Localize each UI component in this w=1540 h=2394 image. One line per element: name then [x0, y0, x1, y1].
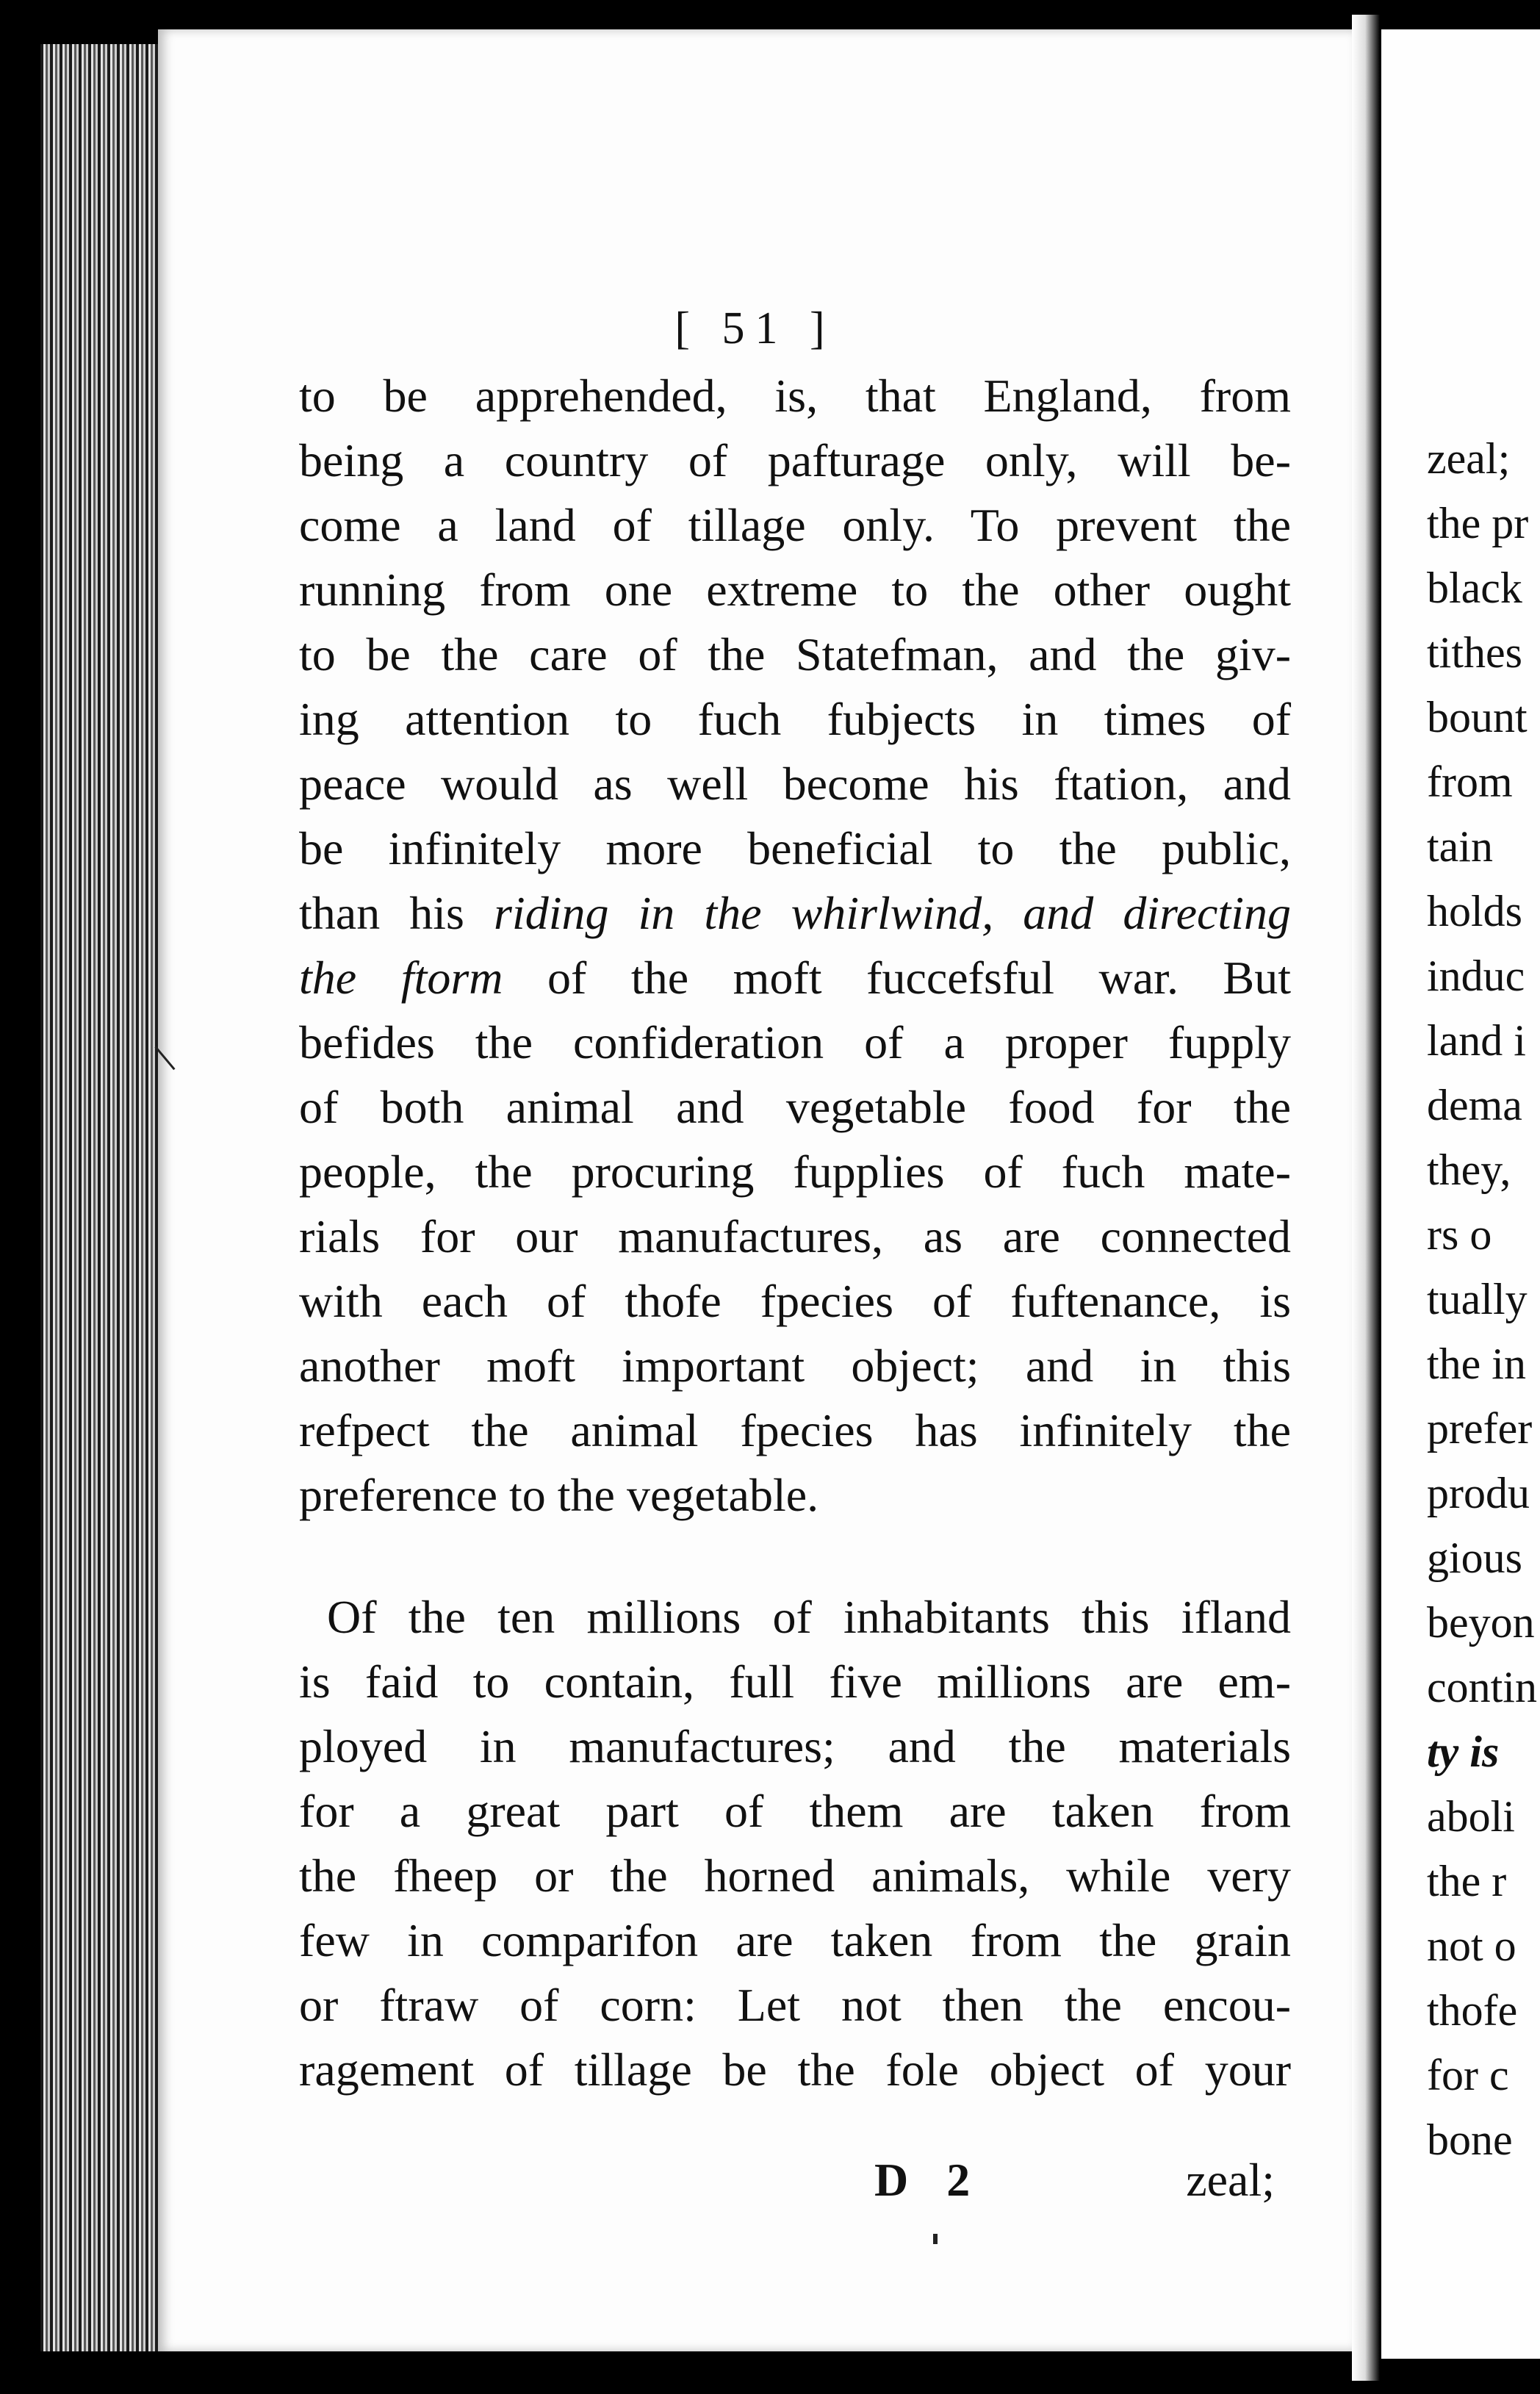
- text-line: or ftraw of corn: Let not then the encou-: [299, 1979, 1291, 2031]
- text-line: rs o: [1427, 1210, 1492, 1259]
- text-line: the fheep or the horned animals, while very: [299, 1850, 1291, 1902]
- text-line: prefer: [1427, 1404, 1533, 1453]
- text-line: another moft important object; and in this: [299, 1340, 1291, 1392]
- text-line: ty is: [1427, 1728, 1500, 1776]
- text-line: for c: [1427, 2051, 1509, 2099]
- text-line: tain: [1427, 822, 1493, 871]
- left-book-page: [158, 29, 1352, 2351]
- page-number-header: [ 51 ]: [674, 303, 835, 353]
- paragraph-gap: [299, 1528, 1291, 1585]
- left-page-body: [299, 364, 1291, 2102]
- text-line: come a land of tillage only. To prevent the: [299, 499, 1291, 551]
- text-line: refpect the animal fpecies has infinitely the: [299, 1404, 1291, 1456]
- text-line: bount: [1427, 693, 1528, 741]
- text-line: with each of thofe fpecies of fuftenance, is: [299, 1275, 1291, 1327]
- page-footer: [158, 2153, 1275, 2212]
- text-line: people, the procuring fupplies of fuch mate-: [299, 1146, 1291, 1198]
- text-line: ragement of tillage be the fole object of your: [299, 2043, 1291, 2096]
- text-line: not o: [1427, 1922, 1516, 1970]
- text-line: land i: [1427, 1016, 1526, 1065]
- text-line: running from one extreme to the other ought: [299, 564, 1291, 616]
- italic-quote: the ftorm: [299, 952, 503, 1004]
- text-line: tually: [1427, 1275, 1528, 1323]
- text-line: rials for our manufactures, as are connected: [299, 1210, 1291, 1262]
- text-line: to be apprehended, is, that England, from: [299, 370, 1291, 422]
- right-page-body: [1427, 426, 1540, 2172]
- text-line: beyon: [1427, 1598, 1535, 1647]
- text-line: bone: [1427, 2116, 1513, 2164]
- ink-speck: [933, 2234, 938, 2244]
- text-line: tithes: [1427, 628, 1522, 677]
- text-line: contin: [1427, 1663, 1537, 1711]
- text-fragment: than his: [299, 887, 464, 939]
- signature-mark: D 2: [874, 2154, 984, 2206]
- text-line: they,: [1427, 1146, 1511, 1194]
- text-line: the pr: [1427, 499, 1529, 547]
- text-line: for a great part of them are taken from: [299, 1785, 1291, 1837]
- text-line: Of the ten millions of inhabitants this ifland: [327, 1591, 1291, 1643]
- margin-mark: [154, 1046, 175, 1071]
- text-line: from: [1427, 758, 1513, 806]
- text-line: produ: [1427, 1469, 1530, 1517]
- text-line: the in: [1427, 1340, 1526, 1388]
- text-line: the r: [1427, 1857, 1507, 1905]
- text-line: holds: [1427, 887, 1523, 935]
- text-line: gious: [1427, 1534, 1523, 1582]
- text-line: black: [1427, 564, 1522, 612]
- text-line: is faid to contain, full five millions are em-: [299, 1656, 1291, 1708]
- text-line: induc: [1427, 952, 1525, 1000]
- text-line: aboli: [1427, 1792, 1515, 1841]
- text-line: being a country of pafturage only, will be-: [299, 434, 1291, 486]
- text-line: to be the care of the Statefman, and the giv-: [299, 628, 1291, 680]
- text-line: thofe: [1427, 1986, 1518, 2035]
- text-fragment: of the moft fuccefsful war. But: [547, 952, 1292, 1004]
- text-line: befides the confideration of a proper fupply: [299, 1016, 1291, 1068]
- text-line-with-italic: [299, 881, 1291, 946]
- right-book-page-fragment: [1381, 29, 1540, 2359]
- text-line: ployed in manufactures; and the materials: [299, 1720, 1291, 1772]
- text-line: zeal;: [1427, 434, 1511, 483]
- book-page-edges: [40, 44, 165, 2351]
- text-line: ing attention to fuch fubjects in times of: [299, 693, 1291, 745]
- text-line: peace would as well become his ftation, and: [299, 758, 1291, 810]
- text-line: of both animal and vegetable food for the: [299, 1081, 1291, 1133]
- italic-quote: riding in the whirlwind, and directing: [494, 887, 1292, 939]
- text-line: preference to the vegetable.: [299, 1469, 819, 1521]
- text-line: dema: [1427, 1081, 1522, 1129]
- catchword: zeal;: [1186, 2154, 1275, 2206]
- text-line: few in comparifon are taken from the grain: [299, 1914, 1291, 1966]
- text-line: be infinitely more beneficial to the public,: [299, 822, 1291, 874]
- text-line-with-italic: [299, 946, 1291, 1010]
